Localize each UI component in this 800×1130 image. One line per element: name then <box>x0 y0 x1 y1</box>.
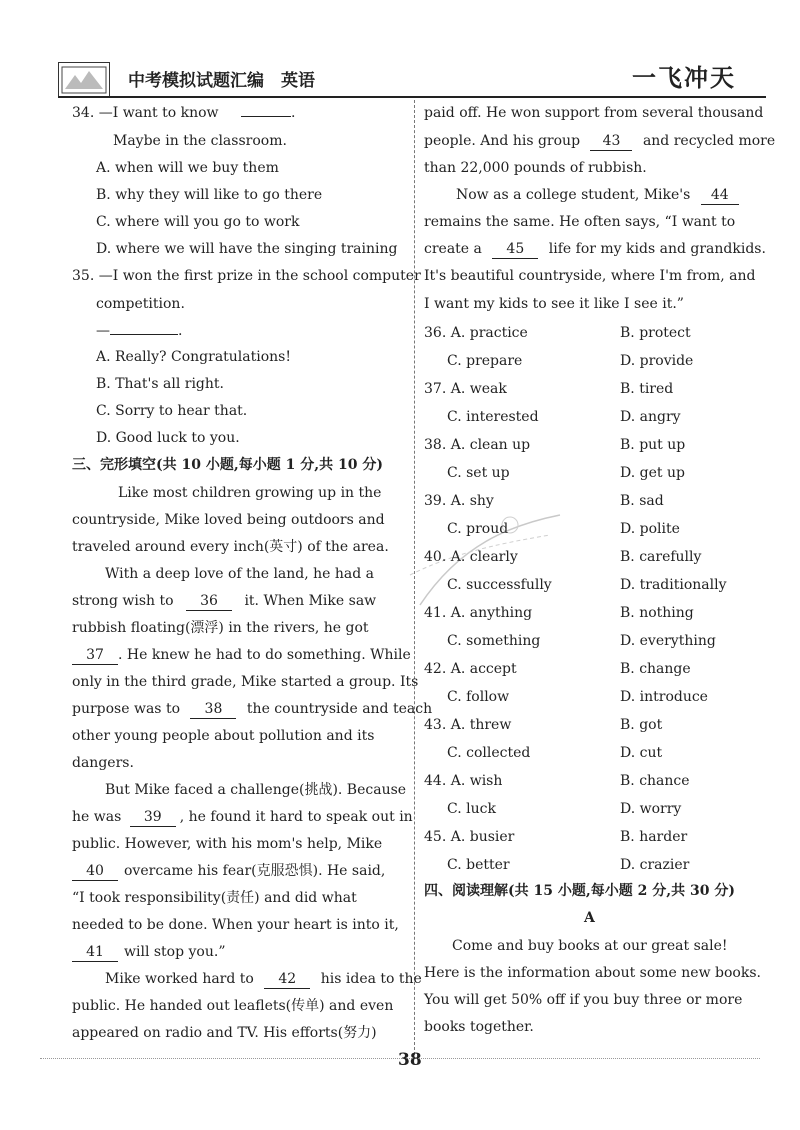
option-row: D. crazier <box>620 857 690 873</box>
option-row: 39. A. shy <box>424 493 494 509</box>
option-row: C. luck <box>447 801 496 817</box>
section-4-heading: 四、阅读理解(共 15 小题,每小题 2 分,共 30 分) <box>424 883 735 899</box>
header-logo <box>58 62 110 98</box>
blank-45: 45 <box>492 240 538 259</box>
blank-42: 42 <box>264 970 310 989</box>
passage-line: 40 overcame his fear(克服恐惧). He said, <box>72 862 385 881</box>
option-row: C. something <box>447 633 541 649</box>
header-rule <box>58 96 766 98</box>
option-row: B. nothing <box>620 605 694 621</box>
passage-line: With a deep love of the land, he had a <box>105 566 375 582</box>
option-row: B. chance <box>620 773 690 789</box>
option-row: B. harder <box>620 829 688 845</box>
page-number: 38 <box>398 1050 422 1070</box>
option-row: C. set up <box>447 465 510 481</box>
option-row: D. introduce <box>620 689 708 705</box>
part-a-heading: A <box>584 910 595 926</box>
blank-38: 38 <box>190 700 236 719</box>
option-row: 42. A. accept <box>424 661 517 677</box>
q35-option-d: D. Good luck to you. <box>96 430 240 446</box>
passage-line: appeared on radio and TV. His efforts(努力) <box>72 1025 377 1041</box>
option-row: 37. A. weak <box>424 381 507 397</box>
passage-line: 41 will stop you.” <box>72 943 225 962</box>
option-row: D. cut <box>620 745 663 761</box>
passage-line: It's beautiful countryside, where I'm from, and <box>424 268 756 284</box>
passage-line: rubbish floating(漂浮) in the rivers, he got <box>72 620 369 636</box>
q35-option-a: A. Really? Congratulations! <box>96 349 291 365</box>
option-row: B. change <box>620 661 691 677</box>
option-row: B. got <box>620 717 663 733</box>
option-row: B. sad <box>620 493 664 509</box>
option-row: D. get up <box>620 465 685 481</box>
passage-line: public. He handed out leaflets(传单) and even <box>72 998 394 1014</box>
passage-line: strong wish to 36 it. When Mike saw <box>72 593 377 609</box>
option-row: B. tired <box>620 381 674 397</box>
passage-line: only in the third grade, Mike started a group. Its <box>72 674 419 690</box>
passage-line: Mike worked hard to 42 his idea to the <box>105 971 422 987</box>
option-row: 41. A. anything <box>424 605 533 621</box>
option-row: 44. A. wish <box>424 773 503 789</box>
passage-line: You will get 50% off if you buy three or more <box>424 992 743 1008</box>
option-row: 43. A. threw <box>424 717 512 733</box>
passage-line: create a 45 life for my kids and grandkids. <box>424 241 766 257</box>
option-row: D. polite <box>620 521 680 537</box>
passage-line: needed to be done. When your heart is into it, <box>72 917 399 933</box>
option-row: 45. A. busier <box>424 829 515 845</box>
option-row: D. everything <box>620 633 716 649</box>
q35-reply-blank: — . <box>96 323 183 339</box>
option-row: D. traditionally <box>620 577 727 593</box>
passage-line: countryside, Mike loved being outdoors and <box>72 512 385 528</box>
q34-option-d: D. where we will have the singing training <box>96 241 398 257</box>
option-row: C. prepare <box>447 353 523 369</box>
option-row: C. collected <box>447 745 531 761</box>
q34-reply: Maybe in the classroom. <box>113 133 287 149</box>
header-brand: 一飞冲天 <box>632 63 736 92</box>
section-3-heading: 三、完形填空(共 10 小题,每小题 1 分,共 10 分) <box>72 457 383 473</box>
option-row: 40. A. clearly <box>424 549 518 565</box>
passage-line: people. And his group 43 and recycled more <box>424 133 776 149</box>
passage-line: traveled around every inch(英寸) of the area. <box>72 539 389 555</box>
option-row: B. put up <box>620 437 686 453</box>
option-row: 36. A. practice <box>424 325 528 341</box>
q34-option-c: C. where will you go to work <box>96 214 300 230</box>
option-row: B. carefully <box>620 549 702 565</box>
q34-option-b: B. why they will like to go there <box>96 187 323 203</box>
option-row: D. provide <box>620 353 694 369</box>
passage-line: public. However, with his mom's help, Mike <box>72 836 383 852</box>
q34-stem: 34. —I want to know . <box>72 105 296 121</box>
blank-36: 36 <box>186 592 232 611</box>
blank-41: 41 <box>72 943 118 962</box>
blank-43: 43 <box>590 132 632 151</box>
blank-40: 40 <box>72 862 118 881</box>
option-row: C. proud <box>447 521 509 537</box>
passage-line: dangers. <box>72 755 134 771</box>
passage-line: Now as a college student, Mike's 44 <box>456 186 739 205</box>
passage-line: remains the same. He often says, “I want to <box>424 214 736 230</box>
passage-line: other young people about pollution and its <box>72 728 375 744</box>
option-row: C. better <box>447 857 510 873</box>
passage-line: purpose was to 38 the countryside and teach <box>72 701 433 717</box>
header-title: 中考模拟试题汇编 英语 <box>128 71 315 91</box>
q35-stem-1: 35. —I won the first prize in the school computer <box>72 268 421 284</box>
passage-line: Come and buy books at our great sale! <box>452 938 728 954</box>
option-row: 38. A. clean up <box>424 437 531 453</box>
passage-line: But Mike faced a challenge(挑战). Because <box>105 782 407 798</box>
passage-line: books together. <box>424 1019 534 1035</box>
option-row: C. successfully <box>447 577 552 593</box>
option-row: C. follow <box>447 689 510 705</box>
passage-line: I want my kids to see it like I see it.” <box>424 296 684 312</box>
passage-line: he was 39 , he found it hard to speak out in <box>72 809 413 825</box>
passage-line: 37 . He knew he had to do something. While <box>72 646 411 665</box>
option-row: C. interested <box>447 409 539 425</box>
q35-stem-2: competition. <box>96 296 185 312</box>
option-row: D. angry <box>620 409 681 425</box>
blank-39: 39 <box>130 808 176 827</box>
blank-37: 37 <box>72 646 118 665</box>
option-row: B. protect <box>620 325 691 341</box>
q35-option-b: B. That's all right. <box>96 376 224 392</box>
q35-option-c: C. Sorry to hear that. <box>96 403 248 419</box>
passage-line: than 22,000 pounds of rubbish. <box>424 160 647 176</box>
passage-line: Here is the information about some new books. <box>424 965 761 981</box>
watermark-stamp <box>400 485 570 635</box>
passage-line: Like most children growing up in the <box>118 485 382 501</box>
passage-line: “I took responsibility(责任) and did what <box>72 890 357 906</box>
passage-line: paid off. He won support from several thousand <box>424 105 764 121</box>
option-row: D. worry <box>620 801 682 817</box>
q34-option-a: A. when will we buy them <box>96 160 279 176</box>
blank-44: 44 <box>701 186 739 205</box>
